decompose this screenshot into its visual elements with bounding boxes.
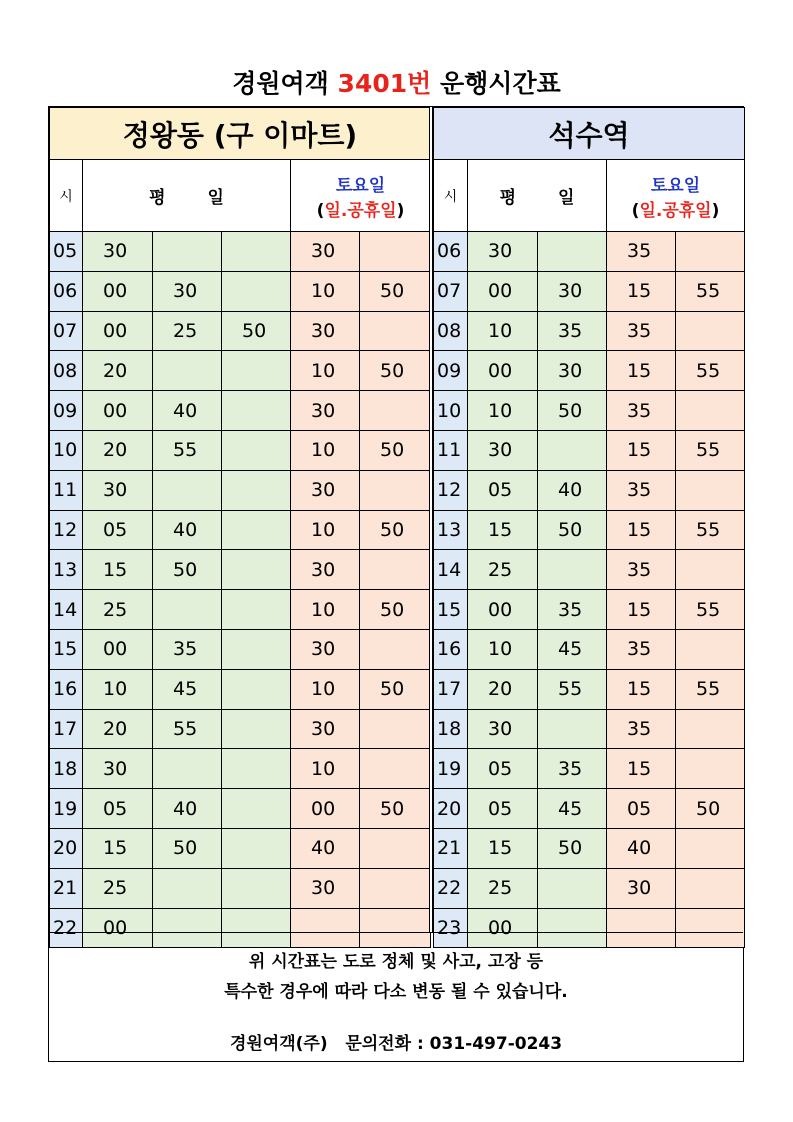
left-timetable-table xyxy=(49,107,431,948)
right-weekday-minute-cell: 00 xyxy=(468,351,538,391)
left-weekday-minute-cell: 05 xyxy=(83,789,153,829)
right-table-row xyxy=(434,669,745,709)
right-hour-cell: 09 xyxy=(434,351,468,391)
left-weekend-minute-cell xyxy=(360,868,431,908)
left-weekend-header xyxy=(291,160,431,232)
right-table-row xyxy=(434,311,745,351)
left-weekday-minute-cell: 45 xyxy=(153,669,222,709)
title-suffix: 운행시간표 xyxy=(440,69,561,98)
right-hour-cell: 16 xyxy=(434,629,468,669)
left-hour-cell: 09 xyxy=(50,391,83,431)
left-hour-cell: 20 xyxy=(50,828,83,868)
left-weekday-minute-cell xyxy=(222,749,291,789)
right-hour-cell: 07 xyxy=(434,271,468,311)
left-timetable xyxy=(49,107,429,948)
right-table-row xyxy=(434,351,745,391)
timetable-frame xyxy=(48,106,744,1062)
left-weekend-minute-cell xyxy=(360,749,431,789)
right-table-row xyxy=(434,232,745,272)
left-weekend-minute-cell xyxy=(360,550,431,590)
left-table-row xyxy=(50,828,431,868)
left-hour-cell: 18 xyxy=(50,749,83,789)
left-table-row xyxy=(50,311,431,351)
right-weekday-minute-cell: 15 xyxy=(468,510,538,550)
right-weekday-minute-cell: 55 xyxy=(538,669,607,709)
right-weekend-minute-cell xyxy=(676,470,745,510)
left-weekend-minute-cell xyxy=(360,470,431,510)
right-weekend-minute-cell: 35 xyxy=(607,550,676,590)
right-weekday-minute-cell: 15 xyxy=(468,828,538,868)
right-weekend-minute-cell xyxy=(676,311,745,351)
right-weekend-minute-cell: 30 xyxy=(607,868,676,908)
right-weekday-minute-cell: 50 xyxy=(538,510,607,550)
left-weekday-minute-cell xyxy=(222,430,291,470)
left-table-row xyxy=(50,550,431,590)
left-weekday-minute-cell xyxy=(222,550,291,590)
right-table-row xyxy=(434,709,745,749)
right-table-row xyxy=(434,789,745,829)
left-hour-cell: 22 xyxy=(50,908,83,948)
left-table-row xyxy=(50,470,431,510)
left-weekday-minute-cell: 25 xyxy=(153,311,222,351)
right-table-row xyxy=(434,271,745,311)
left-hour-cell: 12 xyxy=(50,510,83,550)
left-table-row xyxy=(50,868,431,908)
right-weekday-header xyxy=(468,160,607,232)
right-weekend-minute-cell: 35 xyxy=(607,470,676,510)
left-weekday-minute-cell: 30 xyxy=(83,749,153,789)
right-holiday-label: (일.공휴일) xyxy=(631,200,720,221)
left-weekend-minute-cell xyxy=(360,709,431,749)
left-saturday-label: 토요일 xyxy=(335,175,386,196)
right-weekend-minute-cell: 15 xyxy=(607,271,676,311)
left-table-row xyxy=(50,351,431,391)
left-weekday-minute-cell: 10 xyxy=(83,669,153,709)
right-weekday-minute-cell: 30 xyxy=(468,709,538,749)
right-weekend-minute-cell xyxy=(676,391,745,431)
right-weekday-minute-cell: 35 xyxy=(538,590,607,630)
left-table-row xyxy=(50,430,431,470)
right-weekend-minute-cell xyxy=(676,550,745,590)
right-weekend-minute-cell: 55 xyxy=(676,510,745,550)
left-table-row xyxy=(50,789,431,829)
left-weekend-minute-cell: 50 xyxy=(360,351,431,391)
right-hour-cell: 23 xyxy=(434,908,468,948)
right-hour-cell: 22 xyxy=(434,868,468,908)
right-weekday-minute-cell: 00 xyxy=(468,590,538,630)
right-rows xyxy=(434,232,745,948)
left-table-row xyxy=(50,709,431,749)
left-hour-cell: 15 xyxy=(50,629,83,669)
right-table-row xyxy=(434,550,745,590)
right-weekend-minute-cell: 55 xyxy=(676,590,745,630)
left-weekday-minute-cell: 30 xyxy=(83,470,153,510)
right-weekend-header xyxy=(607,160,745,232)
right-weekday-minute-cell: 25 xyxy=(468,550,538,590)
right-weekday-minute-cell: 30 xyxy=(468,430,538,470)
left-weekday-minute-cell: 20 xyxy=(83,430,153,470)
left-weekend-minute-cell: 50 xyxy=(360,789,431,829)
left-hour-cell: 17 xyxy=(50,709,83,749)
left-weekday-minute-cell xyxy=(222,510,291,550)
left-weekday-minute-cell xyxy=(222,828,291,868)
right-weekend-minute-cell: 15 xyxy=(607,351,676,391)
right-weekday-minute-cell xyxy=(538,430,607,470)
left-weekday-minute-cell: 15 xyxy=(83,550,153,590)
left-weekday-minute-cell xyxy=(153,868,222,908)
right-hour-cell: 10 xyxy=(434,391,468,431)
left-hour-cell: 13 xyxy=(50,550,83,590)
right-weekday-minute-cell: 45 xyxy=(538,789,607,829)
right-weekend-minute-cell: 55 xyxy=(676,669,745,709)
left-table-row xyxy=(50,271,431,311)
left-weekday-minute-cell: 50 xyxy=(153,828,222,868)
left-weekend-minute-cell: 30 xyxy=(291,311,360,351)
right-hour-cell: 14 xyxy=(434,550,468,590)
right-weekend-minute-cell: 35 xyxy=(607,232,676,272)
left-table-row xyxy=(50,669,431,709)
right-hour-cell: 20 xyxy=(434,789,468,829)
left-weekday-minute-cell xyxy=(222,232,291,272)
left-table-row xyxy=(50,232,431,272)
left-hour-cell: 19 xyxy=(50,789,83,829)
right-saturday-label: 토요일 xyxy=(650,175,701,196)
right-table-row xyxy=(434,391,745,431)
left-weekday-minute-cell xyxy=(222,470,291,510)
left-hour-cell: 21 xyxy=(50,868,83,908)
left-weekday-header xyxy=(83,160,291,232)
left-weekday-minute-cell: 00 xyxy=(83,311,153,351)
right-weekend-minute-cell: 40 xyxy=(607,828,676,868)
right-weekday-minute-cell: 50 xyxy=(538,391,607,431)
right-weekday-minute-cell xyxy=(538,550,607,590)
right-hour-cell: 21 xyxy=(434,828,468,868)
left-weekday-minute-cell: 20 xyxy=(83,351,153,391)
right-weekend-minute-cell xyxy=(676,709,745,749)
left-weekday-minute-cell: 00 xyxy=(83,908,153,948)
notice-line-2: 특수한 경우에 따라 다소 변동 될 수 있습니다. xyxy=(224,982,568,1002)
left-table-row xyxy=(50,629,431,669)
left-weekend-minute-cell: 50 xyxy=(360,430,431,470)
left-weekday-minute-cell: 00 xyxy=(83,271,153,311)
right-hour-cell: 08 xyxy=(434,311,468,351)
right-weekend-minute-cell: 55 xyxy=(676,351,745,391)
right-weekday-minute-cell: 05 xyxy=(468,789,538,829)
right-weekend-minute-cell: 15 xyxy=(607,749,676,789)
right-hour-cell: 06 xyxy=(434,232,468,272)
left-weekday-minute-cell: 55 xyxy=(153,709,222,749)
notice-line-1: 위 시간표는 도로 정체 및 사고, 고장 등 xyxy=(248,952,544,972)
right-weekday-minute-cell: 50 xyxy=(538,828,607,868)
right-weekday-minute-cell xyxy=(538,709,607,749)
right-table-row xyxy=(434,510,745,550)
right-table-row xyxy=(434,590,745,630)
right-hour-cell: 15 xyxy=(434,590,468,630)
right-weekend-minute-cell xyxy=(676,828,745,868)
left-weekday-minute-cell xyxy=(153,590,222,630)
right-weekend-minute-cell: 35 xyxy=(607,311,676,351)
right-timetable xyxy=(433,107,744,948)
right-weekend-minute-cell: 55 xyxy=(676,271,745,311)
left-weekend-minute-cell: 30 xyxy=(291,232,360,272)
right-timetable-table xyxy=(433,107,745,948)
right-weekday-minute-cell xyxy=(538,232,607,272)
right-weekday-minute-cell: 30 xyxy=(468,232,538,272)
right-weekend-minute-cell xyxy=(676,868,745,908)
left-weekend-minute-cell: 50 xyxy=(360,590,431,630)
left-weekday-minute-cell: 30 xyxy=(83,232,153,272)
left-weekend-minute-cell: 00 xyxy=(291,789,360,829)
left-table-row xyxy=(50,510,431,550)
left-weekday-minute-cell xyxy=(153,470,222,510)
right-station-name: 석수역 xyxy=(434,108,745,160)
right-weekday-minute-cell: 10 xyxy=(468,391,538,431)
left-weekday-minute-cell: 15 xyxy=(83,828,153,868)
left-hour-header: 시 xyxy=(50,160,83,232)
right-weekday-minute-cell: 45 xyxy=(538,629,607,669)
left-weekend-minute-cell xyxy=(360,629,431,669)
left-weekend-minute-cell: 10 xyxy=(291,430,360,470)
right-weekday-minute-cell: 05 xyxy=(468,749,538,789)
left-weekday-minute-cell: 40 xyxy=(153,510,222,550)
left-weekday-minute-cell: 05 xyxy=(83,510,153,550)
right-weekday-minute-cell: 20 xyxy=(468,669,538,709)
left-weekday-minute-cell xyxy=(153,232,222,272)
notice-box xyxy=(49,932,743,1061)
left-hour-cell: 06 xyxy=(50,271,83,311)
left-station-name: 정왕동 (구 이마트) xyxy=(50,108,431,160)
right-weekend-minute-cell: 15 xyxy=(607,430,676,470)
right-weekend-minute-cell xyxy=(676,749,745,789)
right-weekday-minute-cell: 35 xyxy=(538,311,607,351)
right-weekday-minute-cell: 00 xyxy=(468,908,538,948)
left-hour-cell: 05 xyxy=(50,232,83,272)
right-table-row xyxy=(434,828,745,868)
left-weekday-minute-cell: 00 xyxy=(83,391,153,431)
right-hour-cell: 17 xyxy=(434,669,468,709)
page-title xyxy=(0,64,793,100)
right-weekday-minute-cell: 10 xyxy=(468,311,538,351)
left-weekend-minute-cell xyxy=(360,232,431,272)
left-weekday-minute-cell: 50 xyxy=(222,311,291,351)
right-weekend-minute-cell: 15 xyxy=(607,510,676,550)
right-table-row xyxy=(434,629,745,669)
left-weekend-minute-cell: 10 xyxy=(291,351,360,391)
left-weekend-minute-cell: 10 xyxy=(291,510,360,550)
left-weekday-minute-cell xyxy=(222,868,291,908)
contact-line: 경원여객(주) 문의전화 : 031-497-0243 xyxy=(229,1034,563,1054)
right-weekend-minute-cell: 05 xyxy=(607,789,676,829)
left-weekday-minute-cell xyxy=(222,669,291,709)
right-hour-cell: 19 xyxy=(434,749,468,789)
left-weekday-minute-cell xyxy=(222,709,291,749)
right-weekday-minute-cell: 10 xyxy=(468,629,538,669)
left-weekday-label: 평 일 xyxy=(149,188,242,208)
left-rows xyxy=(50,232,431,948)
right-weekday-minute-cell: 30 xyxy=(538,351,607,391)
left-weekend-minute-cell: 30 xyxy=(291,391,360,431)
left-weekday-minute-cell: 20 xyxy=(83,709,153,749)
left-holiday-label: (일.공휴일) xyxy=(316,200,405,221)
left-hour-cell: 08 xyxy=(50,351,83,391)
right-hour-cell: 18 xyxy=(434,709,468,749)
left-weekday-minute-cell xyxy=(222,271,291,311)
left-table-row xyxy=(50,749,431,789)
right-weekday-minute-cell: 00 xyxy=(468,271,538,311)
right-table-row xyxy=(434,749,745,789)
left-weekend-minute-cell: 30 xyxy=(291,629,360,669)
left-weekday-minute-cell: 55 xyxy=(153,430,222,470)
left-weekend-minute-cell: 50 xyxy=(360,669,431,709)
left-hour-cell: 14 xyxy=(50,590,83,630)
right-hour-cell: 12 xyxy=(434,470,468,510)
left-weekday-minute-cell xyxy=(222,391,291,431)
left-hour-cell: 16 xyxy=(50,669,83,709)
left-weekend-minute-cell: 30 xyxy=(291,550,360,590)
right-weekday-minute-cell xyxy=(538,868,607,908)
left-weekday-minute-cell xyxy=(222,789,291,829)
left-weekend-minute-cell xyxy=(360,828,431,868)
right-table-row xyxy=(434,430,745,470)
right-hour-cell: 13 xyxy=(434,510,468,550)
right-hour-cell: 11 xyxy=(434,430,468,470)
left-weekday-minute-cell: 40 xyxy=(153,391,222,431)
left-table-row xyxy=(50,391,431,431)
right-weekday-minute-cell: 40 xyxy=(538,470,607,510)
right-hour-header: 시 xyxy=(434,160,468,232)
left-weekend-minute-cell xyxy=(360,391,431,431)
right-weekend-minute-cell: 35 xyxy=(607,629,676,669)
left-weekend-minute-cell: 10 xyxy=(291,271,360,311)
right-weekend-minute-cell: 35 xyxy=(607,709,676,749)
left-weekend-minute-cell: 10 xyxy=(291,590,360,630)
right-weekday-minute-cell: 25 xyxy=(468,868,538,908)
left-table-row xyxy=(50,590,431,630)
title-company: 경원여객 xyxy=(232,69,329,98)
right-weekend-minute-cell: 35 xyxy=(607,391,676,431)
left-weekend-minute-cell: 30 xyxy=(291,709,360,749)
left-weekday-minute-cell: 30 xyxy=(153,271,222,311)
left-weekday-minute-cell: 35 xyxy=(153,629,222,669)
right-weekend-minute-cell: 50 xyxy=(676,789,745,829)
left-weekend-minute-cell: 40 xyxy=(291,828,360,868)
left-hour-cell: 11 xyxy=(50,470,83,510)
right-weekday-minute-cell: 05 xyxy=(468,470,538,510)
right-table-row xyxy=(434,868,745,908)
title-route-number: 3401번 xyxy=(337,69,432,98)
right-weekend-minute-cell: 55 xyxy=(676,430,745,470)
left-hour-cell: 10 xyxy=(50,430,83,470)
right-weekday-minute-cell: 35 xyxy=(538,749,607,789)
left-hour-cell: 07 xyxy=(50,311,83,351)
left-weekend-minute-cell: 10 xyxy=(291,749,360,789)
left-weekday-minute-cell: 00 xyxy=(83,629,153,669)
right-weekend-minute-cell xyxy=(676,629,745,669)
left-weekday-minute-cell: 25 xyxy=(83,868,153,908)
left-weekday-minute-cell xyxy=(222,351,291,391)
left-weekday-minute-cell: 50 xyxy=(153,550,222,590)
left-weekday-minute-cell: 25 xyxy=(83,590,153,630)
left-weekend-minute-cell: 50 xyxy=(360,510,431,550)
left-weekend-minute-cell: 30 xyxy=(291,868,360,908)
right-weekend-minute-cell xyxy=(676,232,745,272)
left-weekend-minute-cell: 10 xyxy=(291,669,360,709)
right-weekend-minute-cell: 15 xyxy=(607,590,676,630)
left-weekday-minute-cell xyxy=(153,749,222,789)
left-weekend-minute-cell: 30 xyxy=(291,470,360,510)
right-weekday-label: 평 일 xyxy=(499,188,593,208)
right-table-row xyxy=(434,470,745,510)
left-weekend-minute-cell: 50 xyxy=(360,271,431,311)
left-weekday-minute-cell: 40 xyxy=(153,789,222,829)
left-weekend-minute-cell xyxy=(360,311,431,351)
left-weekday-minute-cell xyxy=(153,351,222,391)
right-weekend-minute-cell: 15 xyxy=(607,669,676,709)
left-weekday-minute-cell xyxy=(222,590,291,630)
right-weekday-minute-cell: 30 xyxy=(538,271,607,311)
left-weekday-minute-cell xyxy=(222,629,291,669)
